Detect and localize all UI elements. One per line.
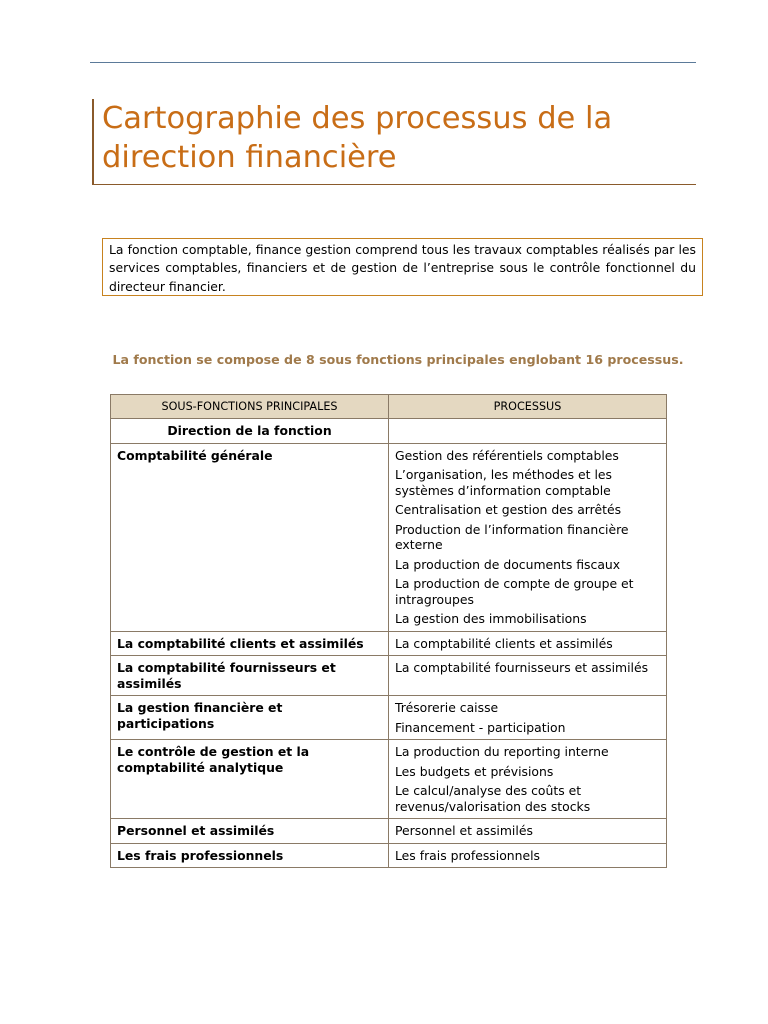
header-sub-functions: SOUS-FONCTIONS PRINCIPALES	[111, 395, 389, 419]
table-row	[111, 819, 667, 844]
table-row	[111, 443, 667, 631]
table-body	[111, 419, 667, 868]
sub-function-cell: Les frais professionnels	[111, 843, 389, 868]
title-block	[92, 99, 696, 185]
process-item: L’organisation, les méthodes et les systèmes d’information comptable	[395, 467, 612, 498]
process-table	[110, 394, 667, 868]
table-row	[111, 696, 667, 740]
process-item: Production de l’information financière externe	[395, 521, 629, 552]
process-item: La gestion des immobilisations	[395, 611, 587, 626]
sub-function-cell: La gestion financière et participations	[111, 696, 389, 740]
processes-cell	[389, 419, 667, 444]
sub-function-cell: La comptabilité fournisseurs et assimilés	[111, 656, 389, 696]
table-row	[111, 843, 667, 868]
table-row	[111, 419, 667, 444]
table-header-row	[111, 395, 667, 419]
processes-cell	[389, 696, 667, 740]
table-row	[111, 631, 667, 656]
table-row	[111, 656, 667, 696]
process-item: La comptabilité fournisseurs et assimilés	[395, 660, 649, 675]
process-item: Financement - participation	[395, 719, 566, 735]
processes-cell	[389, 443, 667, 631]
process-item: Le calcul/analyse des coûts et revenus/valorisation des stocks	[395, 783, 591, 814]
subtitle: La fonction se compose de 8 sous fonctions principales englobant 16 processus.	[112, 352, 684, 367]
table-row	[111, 740, 667, 819]
sub-function-cell: Le contrôle de gestion et la comptabilité analytique	[111, 740, 389, 819]
sub-function-cell: Direction de la fonction	[111, 419, 389, 444]
process-item: La comptabilité clients et assimilés	[395, 635, 613, 651]
process-item: Gestion des référentiels comptables	[395, 447, 619, 463]
process-item: Les frais professionnels	[395, 847, 541, 863]
process-item: Personnel et assimilés	[395, 823, 533, 838]
processes-cell	[389, 631, 667, 656]
process-item: La production de compte de groupe et intragroupes	[395, 576, 634, 607]
process-item: La production du reporting interne	[395, 744, 609, 759]
intro-box: La fonction comptable, finance gestion comprend tous les travaux comptables réalisés par les services comptables, financiers et de gestion de l’entreprise sous le contrôle fonctionnel du directeur financier.	[102, 238, 703, 296]
top-rule	[90, 62, 696, 63]
processes-cell	[389, 819, 667, 844]
process-item: La production de documents fiscaux	[395, 556, 621, 572]
processes-cell	[389, 740, 667, 819]
sub-function-cell: Comptabilité générale	[111, 443, 389, 631]
process-item: Centralisation et gestion des arrêtés	[395, 502, 622, 517]
page-title: Cartographie des processus de la direction financière	[102, 101, 613, 175]
process-item: Les budgets et prévisions	[395, 763, 554, 779]
sub-function-cell: La comptabilité clients et assimilés	[111, 631, 389, 656]
header-processes: PROCESSUS	[389, 395, 667, 419]
sub-function-cell: Personnel et assimilés	[111, 819, 389, 844]
processes-cell	[389, 843, 667, 868]
processes-cell	[389, 656, 667, 696]
process-item: Trésorerie caisse	[395, 700, 499, 715]
